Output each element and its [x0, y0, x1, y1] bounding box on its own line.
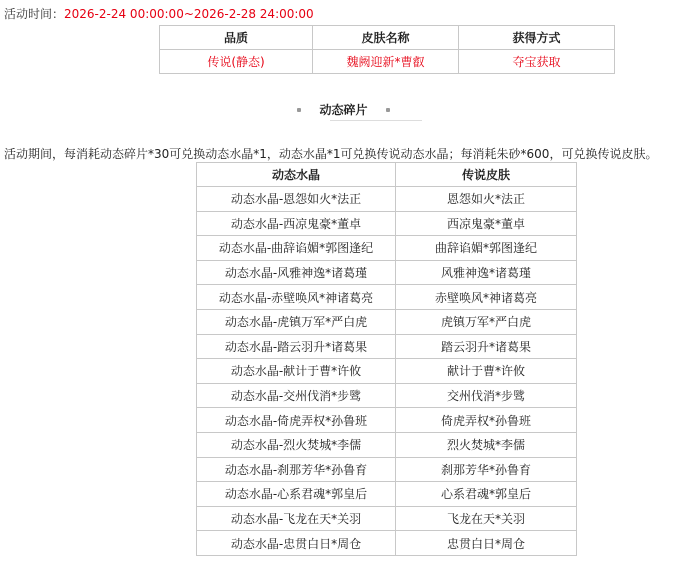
table-row — [197, 506, 577, 531]
event-description: 活动期间，每消耗动态碎片*30可兑换动态水晶*1，动态水晶*1可兑换传说动态水晶；每消耗朱砂*600，可兑换传说皮肤。 — [4, 147, 658, 161]
table-row — [197, 359, 577, 384]
crystal-cell: 动态水晶-风雅神逸*诸葛瑾 — [197, 260, 396, 285]
section-title-left-dot — [297, 108, 301, 112]
crystal-cell: 动态水晶-恩怨如火*法正 — [197, 187, 396, 212]
exchange-header-crystal: 动态水晶 — [197, 163, 396, 187]
reward-header-method: 获得方式 — [459, 26, 615, 50]
skin-cell: 心系君魂*郭皇后 — [396, 482, 577, 507]
crystal-cell: 动态水晶-飞龙在天*关羽 — [197, 506, 396, 531]
reward-method-cell: 夺宝获取 — [459, 50, 615, 74]
exchange-table-body — [197, 187, 577, 556]
skin-cell: 曲辞谄媚*郭图逢纪 — [396, 236, 577, 261]
crystal-cell: 动态水晶-倚虎弄权*孙鲁班 — [197, 408, 396, 433]
table-row — [197, 482, 577, 507]
crystal-cell: 动态水晶-踏云羽升*诸葛果 — [197, 334, 396, 359]
reward-header-quality: 品质 — [160, 26, 313, 50]
reward-header-skin-name: 皮肤名称 — [313, 26, 459, 50]
reward-quality-cell: 传说(静态) — [160, 50, 313, 74]
crystal-cell: 动态水晶-心系君魂*郭皇后 — [197, 482, 396, 507]
table-row — [197, 432, 577, 457]
table-row — [197, 457, 577, 482]
skin-cell: 西凉鬼豪*董卓 — [396, 211, 577, 236]
crystal-cell: 动态水晶-曲辞谄媚*郭图逢纪 — [197, 236, 396, 261]
reward-table-header-row — [160, 26, 615, 50]
skin-cell: 烈火焚城*李儒 — [396, 432, 577, 457]
table-row — [197, 260, 577, 285]
reward-table — [159, 25, 615, 74]
skin-cell: 恩怨如火*法正 — [396, 187, 577, 212]
event-time-label: 活动时间： — [4, 7, 65, 21]
skin-cell: 忠贯白日*周仓 — [396, 531, 577, 556]
table-row — [197, 236, 577, 261]
skin-cell: 虎镇万军*严白虎 — [396, 309, 577, 334]
table-row — [197, 187, 577, 212]
section-title-text: 动态碎片 — [319, 103, 368, 117]
reward-skin-name-cell: 魏阙迎新*曹叡 — [313, 50, 459, 74]
crystal-cell: 动态水晶-西凉鬼豪*董卓 — [197, 211, 396, 236]
skin-cell: 飞龙在天*关羽 — [396, 506, 577, 531]
table-row — [197, 211, 577, 236]
crystal-cell: 动态水晶-烈火焚城*李儒 — [197, 432, 396, 457]
table-row — [197, 383, 577, 408]
skin-cell: 刹那芳华*孙鲁育 — [396, 457, 577, 482]
exchange-table-header-row — [197, 163, 577, 187]
skin-cell: 踏云羽升*诸葛果 — [396, 334, 577, 359]
event-time-value: 2026-2-24 00:00:00~2026-2-28 24:00:00 — [64, 7, 314, 21]
section-title — [0, 101, 687, 118]
crystal-cell: 动态水晶-赤壁唤风*神诸葛亮 — [197, 285, 396, 310]
crystal-cell: 动态水晶-刹那芳华*孙鲁育 — [197, 457, 396, 482]
exchange-table — [196, 162, 577, 556]
skin-cell: 献计于曹*许攸 — [396, 359, 577, 384]
section-divider — [330, 120, 422, 121]
skin-cell: 交州伐消*步骘 — [396, 383, 577, 408]
crystal-cell: 动态水晶-虎镇万军*严白虎 — [197, 309, 396, 334]
crystal-cell: 动态水晶-忠贯白日*周仓 — [197, 531, 396, 556]
skin-cell: 赤壁唤风*神诸葛亮 — [396, 285, 577, 310]
event-time — [4, 5, 314, 22]
exchange-header-skin: 传说皮肤 — [396, 163, 577, 187]
crystal-cell: 动态水晶-献计于曹*许攸 — [197, 359, 396, 384]
table-row — [197, 408, 577, 433]
reward-table-row — [160, 50, 615, 74]
table-row — [197, 309, 577, 334]
crystal-cell: 动态水晶-交州伐消*步骘 — [197, 383, 396, 408]
table-row — [197, 334, 577, 359]
skin-cell: 风雅神逸*诸葛瑾 — [396, 260, 577, 285]
table-row — [197, 531, 577, 556]
section-title-right-dot — [386, 108, 390, 112]
table-row — [197, 285, 577, 310]
skin-cell: 倚虎弄权*孙鲁班 — [396, 408, 577, 433]
